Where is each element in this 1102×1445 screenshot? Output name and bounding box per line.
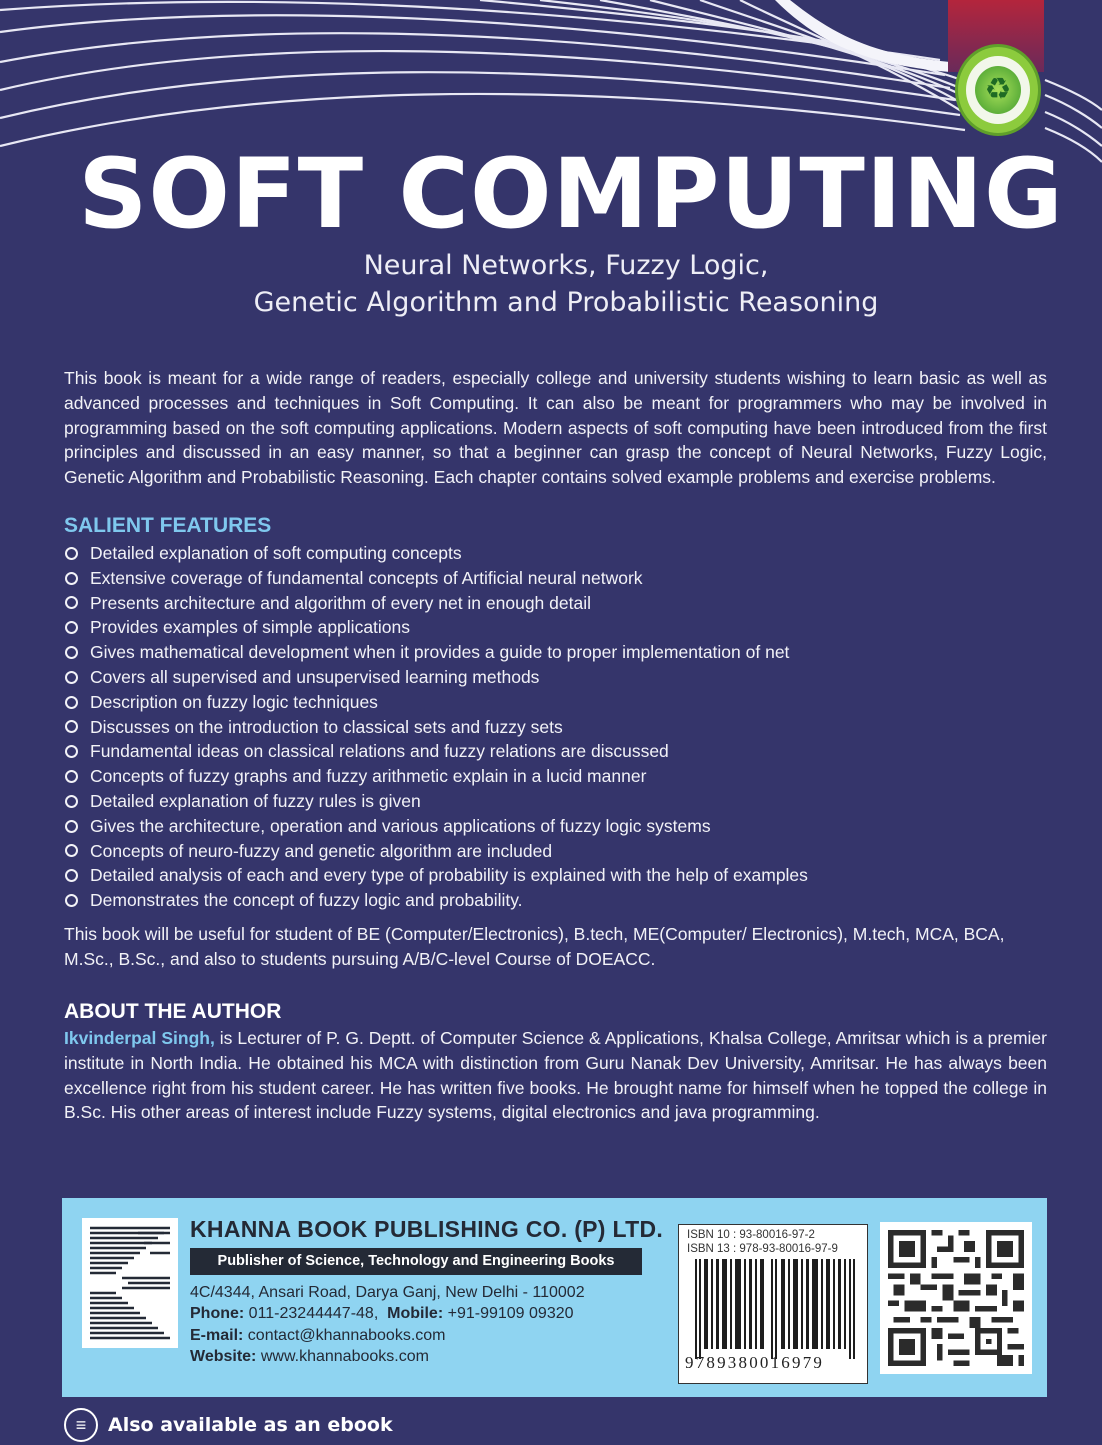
barcode-number: 9789380016979 <box>685 1353 825 1372</box>
feature-item: Concepts of neuro-fuzzy and genetic algorithm are included <box>64 839 808 864</box>
intro-paragraph: This book is meant for a wide range of readers, especially college and university students wishing to learn basic as well as advanced processes and techniques in Soft Computing. It can also be meant for programmers who may be involved in programming based on the soft computing applications. Modern aspects of soft computing have been introduced from the first principles and discussed in an easy manner, so that a beginner can grasp the concept of Neural Networks, Fuzzy Logic, Genetic Algorithm and Probabilistic Reasoning. Each chapter contains solved example problems and exercise problems. <box>64 368 1047 488</box>
salient-features-heading: SALIENT FEATURES <box>64 514 272 537</box>
publisher-email-line: E-mail: contact@khannabooks.com <box>190 1327 446 1344</box>
recycle-icon: ♻ <box>975 66 1021 114</box>
bullet-icon <box>65 869 78 882</box>
publisher-tagline: Publisher of Science, Technology and Engineering Books <box>190 1248 642 1275</box>
bullet-icon <box>65 547 78 560</box>
bullet-icon <box>65 894 78 907</box>
bullet-icon <box>65 621 78 634</box>
feature-item: Presents architecture and algorithm of every net in enough detail <box>64 591 808 616</box>
bullet-icon <box>65 844 78 857</box>
feature-item: Discusses on the introduction to classical sets and fuzzy sets <box>64 715 808 740</box>
publisher-website-line: Website: www.khannabooks.com <box>190 1348 429 1365</box>
bullet-icon <box>65 572 78 585</box>
author-bio <box>64 1026 1047 1125</box>
publisher-address: 4C/4344, Ansari Road, Darya Ganj, New Delhi - 110002 <box>190 1284 585 1301</box>
bullet-icon <box>65 795 78 808</box>
isbn-10: ISBN 10 : 93-80016-97-2 <box>687 1229 815 1241</box>
feature-item: Fundamental ideas on classical relations and fuzzy relations are discussed <box>64 739 808 764</box>
feature-item: Concepts of fuzzy graphs and fuzzy arithmetic explain in a lucid manner <box>64 764 808 789</box>
target-audience-paragraph: This book will be useful for student of BE (Computer/Electronics), B.tech, ME(Computer/ Electronics), M.tech, MCA, BCA, M.Sc., B.Sc., and also to students pursuing A/B/C-level Course of DOEACC. <box>64 924 1005 969</box>
ebook-availability <box>64 1408 393 1442</box>
feature-item: Demonstrates the concept of fuzzy logic and probability. <box>64 888 808 913</box>
publisher-phone-line: Phone: 011-23244447-48, Mobile: +91-99109 09320 <box>190 1305 574 1322</box>
bullet-icon <box>65 820 78 833</box>
feature-item: Gives mathematical development when it provides a guide to proper implementation of net <box>64 640 808 665</box>
feature-item: Detailed explanation of soft computing concepts <box>64 541 808 566</box>
feature-item: Description on fuzzy logic techniques <box>64 690 808 715</box>
isbn-13: ISBN 13 : 978-93-80016-97-9 <box>687 1243 838 1255</box>
author-bio-text: is Lecturer of P. G. Deptt. of Computer Science & Applications, Khalsa College, Amritsar which is a premier institute in North India. He obtained his MCA with distinction from Guru Nanak Dev University, Amritsar. He has always been excellence right from his student career. He has written five books. He brought name for himself when he topped the college in B.Sc. His other areas of interest include Fuzzy systems, digital electronics and java programming. <box>64 1028 1047 1123</box>
qr-code[interactable] <box>880 1222 1032 1374</box>
feature-item: Extensive coverage of fundamental concepts of Artificial neural network <box>64 566 808 591</box>
bullet-icon <box>65 596 78 609</box>
about-author-heading: ABOUT THE AUTHOR <box>64 1000 282 1023</box>
email-address: contact@khannabooks.com <box>247 1327 446 1344</box>
ebook-label: Also available as an ebook <box>108 1414 393 1436</box>
barcode-icon <box>695 1259 855 1359</box>
publisher-logo-icon <box>82 1218 178 1348</box>
feature-item: Detailed analysis of each and every type of probability is explained with the help of examples <box>64 863 808 888</box>
website-url: www.khannabooks.com <box>260 1348 429 1365</box>
phone-number: 011-23244447-48, <box>248 1305 379 1322</box>
bullet-icon <box>65 671 78 684</box>
bullet-icon <box>65 770 78 783</box>
book-subtitle-line1: Neural Networks, Fuzzy Logic, <box>363 250 769 281</box>
qr-code-icon <box>888 1230 1024 1366</box>
feature-item: Covers all supervised and unsupervised learning methods <box>64 665 808 690</box>
author-name: Ikvinderpal Singh, <box>64 1028 215 1048</box>
bullet-icon <box>65 646 78 659</box>
feature-item: Provides examples of simple applications <box>64 615 808 640</box>
publisher-name: KHANNA BOOK PUBLISHING CO. (P) LTD. <box>190 1216 664 1242</box>
mobile-number: +91-99109 09320 <box>447 1305 574 1322</box>
feature-item: Gives the architecture, operation and various applications of fuzzy logic systems <box>64 814 808 839</box>
ebook-icon: ≡ <box>64 1408 98 1442</box>
salient-features-list <box>64 541 808 913</box>
recycled-paper-badge <box>955 44 1041 136</box>
bullet-icon <box>65 720 78 733</box>
book-title: SOFT COMPUTING <box>78 138 1064 250</box>
book-subtitle-line2: Genetic Algorithm and Probabilistic Reasoning <box>253 287 879 318</box>
isbn-barcode-box <box>678 1224 868 1384</box>
bullet-icon <box>65 696 78 709</box>
bullet-icon <box>65 745 78 758</box>
feature-item: Detailed explanation of fuzzy rules is given <box>64 789 808 814</box>
